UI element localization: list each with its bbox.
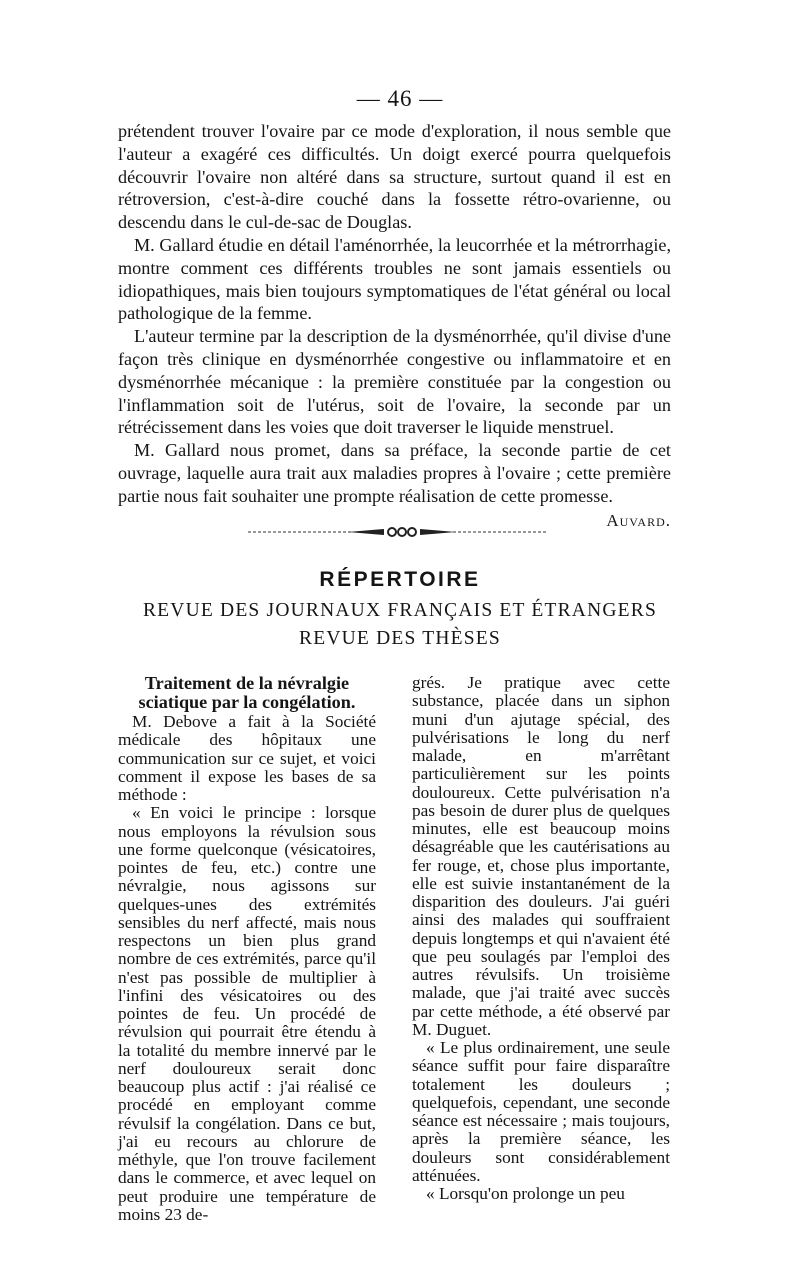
article-paragraph: « Le plus ordinairement, une seule séance suffit pour faire disparaître totalement les douleurs ; quelquefois, cependant, une seconde séance est nécessaire ; mais toujours, après la première séance, les douleurs sont considérablement atténuées. <box>412 1038 670 1185</box>
article-paragraph: M. Debove a fait à la Société médicale des hôpitaux une communication sur ce sujet, et voici comment il expose les bases de sa méthode : <box>118 712 376 805</box>
theses-review-subheading: REVUE DES THÈSES <box>299 628 501 649</box>
intro-paragraph-3: L'auteur termine par la description de la dysménorrhée, qu'il divise d'une façon très clinique en dysménorrhée congestive ou inflammatoire et en dysménorrhée mécanique : la première constituée par la congestion ou l'inflammation soit de l'utérus, soit de l'ovaire, la seconde par un rétrécissement dans les voies que doit traverser le liquide menstruel. <box>118 326 671 438</box>
journals-review-subheading: REVUE DES JOURNAUX FRANÇAIS ET ÉTRANGERS <box>142 600 658 621</box>
intro-paragraph-1: prétendent trouver l'ovaire par ce mode d'exploration, il nous semble que l'auteur a exagéré ces difficultés. Un doigt exercé pourra quelquefois découvrir l'ovaire non altéré dans sa structure, surtout quand il est en rétroversion, c'est-à-dire couché dans la fossette rétro-ovarienne, ou descendu dans le cul-de-sac de Douglas. <box>118 121 671 233</box>
article-title: Traitement de la névralgie sciatique par la congélation. <box>138 673 356 712</box>
repertoire-heading: RÉPERTOIRE <box>319 568 481 591</box>
article-paragraph: grés. Je pratique avec cette substance, placée dans un siphon muni d'un ajutage spécial, des pulvérisations le long du nerf malade, en m'arrêtant particulièrement sur les points douloureux. Cette pulvérisation n'a pas besoin de durer plus de quelques minutes, elle est beaucoup moins désagréable que les cautérisations au fer rouge, et, chose plus importante, elle est suivie instantanément de la disparition des douleurs. J'ai guéri ainsi des malades qui souffraient depuis longtemps et qui n'avaient été que peu soulagés par l'emploi des autres révulsifs. Un troisième malade, que j'ai traité avec succès par cette méthode, a été observé par M. Duguet. <box>412 673 670 1039</box>
article-paragraph: « En voici le principe : lorsque nous employons la révulsion sous une forme quelconque (vésicatoires, pointes de feu, etc.) contre une névralgie, nous agissons sur quelques-unes des extrémités sensibles du nerf affecté, mais nous respectons un bien plus grand nombre de ces extrémités, parce qu'il n'est pas possible de multiplier à l'infini des vésicatoires ou des pointes de feu. Un procédé de révulsion qui pourrait être étendu à la totalité du membre innervé par le nerf douloureux serait donc beaucoup plus actif : j'ai réalisé ce procédé en employant comme révulsif la congélation. Dans ce but, j'ai eu recours au chlorure de méthyle, que l'on trouve facilement dans le commerce, et avec lequel on peut produire une température de moins 23 de- <box>118 803 376 1224</box>
article-column-right <box>412 674 670 1203</box>
article-paragraph: « Lorsqu'on prolonge un peu <box>426 1184 625 1203</box>
article-column-left <box>118 674 376 1224</box>
intro-paragraph-4: M. Gallard nous promet, dans sa préface, la seconde partie de cet ouvrage, laquelle aura trait aux maladies propres à l'ovaire ; cette première partie nous fait souhaiter une prompte réalisation de cette promesse. <box>118 440 671 506</box>
book-review-continuation <box>118 120 671 532</box>
section-divider-ornament <box>248 522 548 542</box>
intro-paragraph-2: M. Gallard étudie en détail l'aménorrhée, la leucorrhée et la métrorrhagie, montre comment ces différents troubles ne sont jamais essentiels ou idiopathiques, mais bien toujours symptomatiques de l'état général ou local pathologique de la femme. <box>118 234 671 324</box>
author-signature: Auvard. <box>606 510 671 530</box>
page-number: — 46 — <box>356 86 444 111</box>
